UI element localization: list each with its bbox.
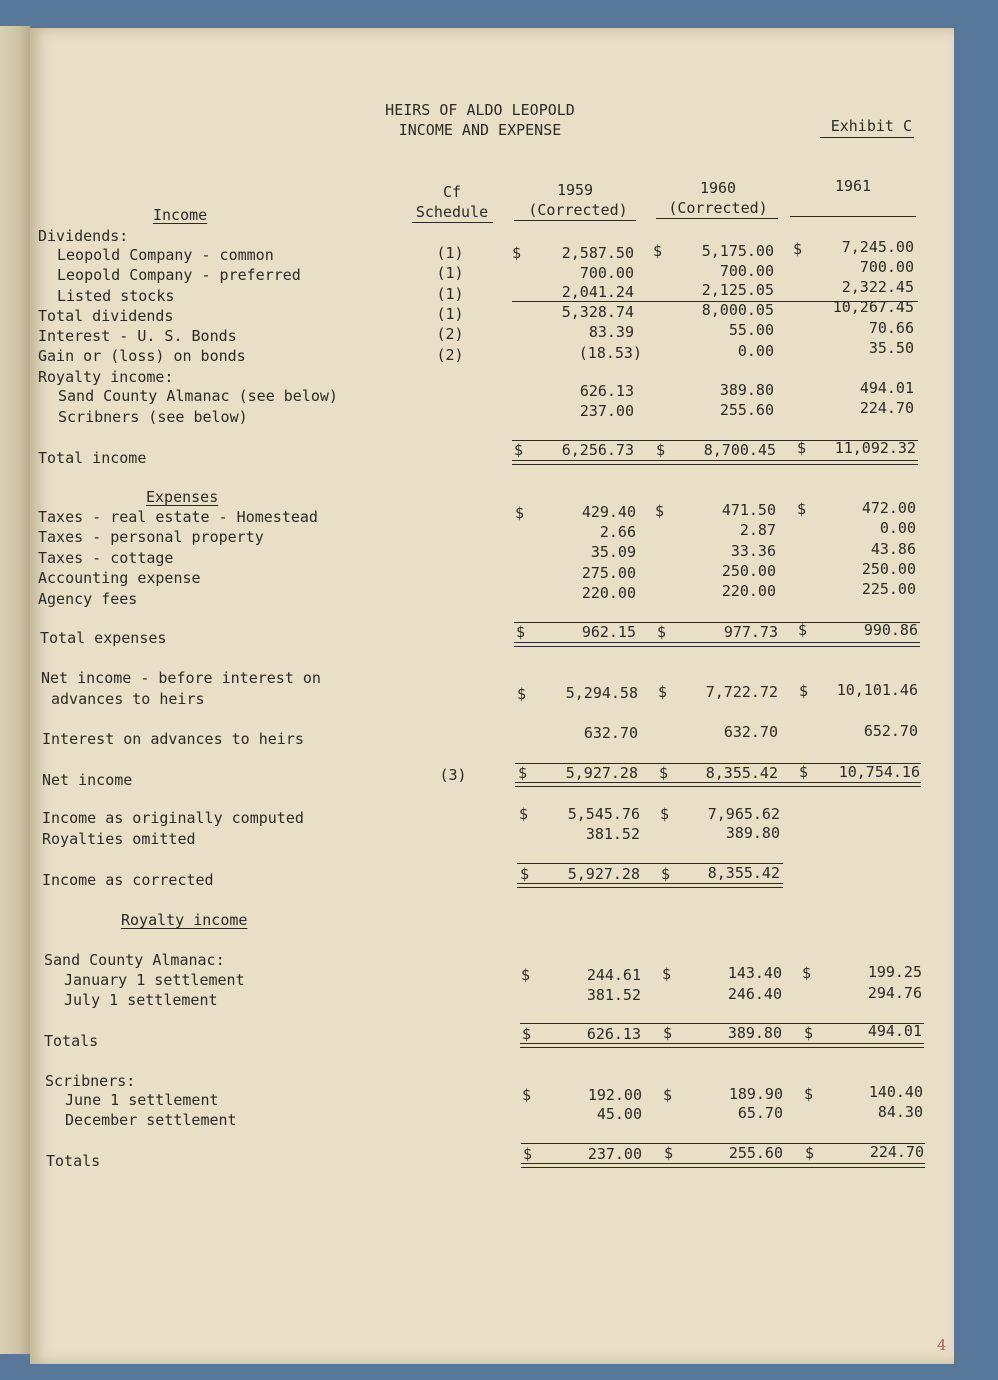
value-1960: 2,125.05 xyxy=(701,281,774,299)
cf-ref: (2) xyxy=(436,346,464,364)
dollar-sign: $ xyxy=(793,240,803,258)
value-1960: 65.70 xyxy=(737,1104,783,1122)
total-1959: 237.00 xyxy=(587,1145,642,1163)
cf-ref: (3) xyxy=(439,766,467,784)
royalty-income-heading: Royalty income xyxy=(121,911,248,929)
dollar-sign: $ xyxy=(659,764,669,782)
value-1959: 2.66 xyxy=(599,523,636,541)
sca-totals-label: Totals xyxy=(44,1032,99,1050)
dollar-sign: $ xyxy=(522,1086,532,1104)
header-underline-1960 xyxy=(656,218,778,219)
dollar-sign: $ xyxy=(657,623,667,641)
header-underline-1961 xyxy=(790,216,916,217)
dollar-sign: $ xyxy=(517,685,527,703)
value-1961: 7,245.00 xyxy=(841,238,914,256)
total-double-rule xyxy=(512,460,918,465)
interest-advances-label: Interest on advances to heirs xyxy=(42,730,304,748)
dollar-sign: $ xyxy=(658,683,668,701)
income-corrected-label: Income as corrected xyxy=(42,871,214,889)
dollar-sign: $ xyxy=(664,1144,674,1162)
total-1959: 962.15 xyxy=(581,623,636,641)
row-label: Leopold Company - preferred xyxy=(57,266,301,284)
total-1959: 626.13 xyxy=(586,1025,641,1043)
dollar-sign: $ xyxy=(518,764,528,782)
row-label: Listed stocks xyxy=(57,287,175,305)
expenses-heading: Expenses xyxy=(146,488,219,506)
dollar-sign: $ xyxy=(663,1024,673,1042)
subtotal-rule xyxy=(512,301,918,302)
total-expenses-label: Total expenses xyxy=(40,629,167,647)
dollar-sign: $ xyxy=(515,504,525,522)
dollar-sign: $ xyxy=(799,682,809,700)
dollar-sign: $ xyxy=(520,865,530,883)
royalties-omitted-label: Royalties omitted xyxy=(42,830,196,848)
value-1961: 250.00 xyxy=(861,560,916,578)
net-income-label: Net income xyxy=(42,771,133,789)
value-1960: 7,722.72 xyxy=(705,683,778,701)
dollar-sign: $ xyxy=(653,242,663,260)
total-1960: 8,355.42 xyxy=(707,864,780,882)
value-1959: 83.39 xyxy=(588,323,634,341)
row-label: Scribners (see below) xyxy=(58,408,248,426)
row-label: Total dividends xyxy=(38,307,174,325)
value-1960: 632.70 xyxy=(723,723,778,741)
dollar-sign: $ xyxy=(522,1025,532,1043)
value-1959: 275.00 xyxy=(581,564,636,582)
row-label: Sand County Almanac (see below) xyxy=(58,387,338,405)
row-label: Accounting expense xyxy=(38,569,201,587)
royalty-income-label: Royalty income: xyxy=(38,368,174,386)
value-1961: 43.86 xyxy=(870,540,916,558)
value-1961: 700.00 xyxy=(859,258,914,276)
value-1960: 143.40 xyxy=(727,964,782,982)
exhibit-underline xyxy=(820,137,914,138)
value-1961: 35.50 xyxy=(868,339,914,357)
value-1961: 0.00 xyxy=(879,519,916,537)
value-1961: 70.66 xyxy=(868,319,914,337)
dollar-sign: $ xyxy=(519,805,529,823)
dividends-label: Dividends: xyxy=(38,227,129,245)
dollar-sign: $ xyxy=(797,500,807,518)
income-heading: Income xyxy=(153,206,208,224)
cf-ref: (2) xyxy=(436,325,464,343)
dollar-sign: $ xyxy=(655,502,665,520)
cf-ref: (1) xyxy=(436,285,464,303)
value-1959: 632.70 xyxy=(583,724,638,742)
cf-ref: (1) xyxy=(436,264,464,282)
value-1961: 84.30 xyxy=(877,1103,923,1121)
total-1961: 10,754.16 xyxy=(838,763,920,781)
sca-label: Sand County Almanac: xyxy=(44,951,225,969)
dollar-sign: $ xyxy=(804,1085,814,1103)
year-1961-header: 1961 xyxy=(834,177,872,195)
header-underline-1959 xyxy=(514,220,636,221)
scribners-totals-label: Totals xyxy=(46,1152,101,1170)
value-1959: 45.00 xyxy=(596,1105,642,1123)
doc-title-line2: INCOME AND EXPENSE xyxy=(398,121,562,139)
value-1961: 225.00 xyxy=(861,580,916,598)
year-1960-header: 1960 xyxy=(699,179,737,197)
cf-ref: (1) xyxy=(436,244,464,262)
value-1961: 652.70 xyxy=(863,722,918,740)
total-double-rule xyxy=(515,782,921,787)
value-1960: 389.80 xyxy=(719,381,774,399)
value-1959: 5,328.74 xyxy=(561,303,634,321)
total-double-rule xyxy=(520,1043,924,1048)
value-1961: 494.01 xyxy=(859,379,914,397)
value-1959: 244.61 xyxy=(586,966,641,984)
value-1960: 700.00 xyxy=(719,262,774,280)
dollar-sign: $ xyxy=(663,1086,673,1104)
total-double-rule xyxy=(517,883,783,888)
value-1961: 10,267.45 xyxy=(832,298,914,316)
value-1961: 224.70 xyxy=(859,399,914,417)
dollar-sign: $ xyxy=(656,441,666,459)
value-1961: 199.25 xyxy=(867,963,922,981)
dollar-sign: $ xyxy=(798,621,808,639)
value-1960: 471.50 xyxy=(721,501,776,519)
total-1961: 11,092.32 xyxy=(834,439,916,457)
value-1960: 255.60 xyxy=(719,401,774,419)
dollar-sign: $ xyxy=(660,805,670,823)
year-1959-header: 1959 xyxy=(556,181,594,199)
row-label: December settlement xyxy=(65,1111,237,1129)
row-label: Taxes - real estate - Homestead xyxy=(38,508,318,526)
value-1959: 237.00 xyxy=(579,402,634,420)
dollar-sign: $ xyxy=(805,1144,815,1162)
total-1959: 6,256.73 xyxy=(561,441,634,459)
row-label: January 1 settlement xyxy=(64,971,245,989)
total-income-label: Total income xyxy=(38,449,147,467)
value-1960: 55.00 xyxy=(728,321,774,339)
row-label: June 1 settlement xyxy=(65,1091,219,1109)
value-1960: 5,175.00 xyxy=(701,242,774,260)
total-double-rule xyxy=(514,642,920,647)
value-1961: 472.00 xyxy=(861,499,916,517)
net-before-label-2: advances to heirs xyxy=(51,690,205,708)
net-before-label-1: Net income - before interest on xyxy=(41,669,321,687)
value-1961: 140.40 xyxy=(868,1083,923,1101)
row-label: July 1 settlement xyxy=(64,991,218,1009)
value-1961: 294.76 xyxy=(867,984,922,1002)
cf-header: Cf xyxy=(442,183,462,201)
value-1959: 381.52 xyxy=(585,825,640,843)
value-1959: 429.40 xyxy=(581,503,636,521)
total-double-rule xyxy=(521,1163,925,1168)
value-1959: 5,294.58 xyxy=(565,684,638,702)
value-1959: 5,545.76 xyxy=(567,805,640,823)
dollar-sign: $ xyxy=(516,623,526,641)
value-1959: 220.00 xyxy=(581,584,636,602)
total-1961: 494.01 xyxy=(867,1022,922,1040)
value-1959: 192.00 xyxy=(587,1086,642,1104)
value-1960: 7,965.62 xyxy=(707,805,780,823)
value-1959: (18.53) xyxy=(578,344,642,362)
dollar-sign: $ xyxy=(797,439,807,457)
dollar-sign: $ xyxy=(799,763,809,781)
value-1960: 8,000.05 xyxy=(701,301,774,319)
dollar-sign: $ xyxy=(521,966,531,984)
row-label: Interest - U. S. Bonds xyxy=(38,327,237,345)
row-label: Taxes - personal property xyxy=(38,528,264,546)
value-1959: 2,041.24 xyxy=(561,283,634,301)
corrected-1960: (Corrected) xyxy=(668,199,768,217)
exhibit-label: Exhibit C xyxy=(830,117,912,135)
scribners-label: Scribners: xyxy=(45,1072,136,1090)
value-1959: 381.52 xyxy=(586,986,641,1004)
row-label: Agency fees xyxy=(38,590,138,608)
dollar-sign: $ xyxy=(804,1024,814,1042)
value-1961: 10,101.46 xyxy=(836,681,918,699)
cf-ref: (1) xyxy=(436,305,464,323)
value-1961: 2,322.45 xyxy=(841,278,914,296)
doc-title-line1: HEIRS OF ALDO LEOPOLD xyxy=(385,101,575,119)
facing-page-edge xyxy=(0,26,30,1354)
total-1960: 389.80 xyxy=(727,1024,782,1042)
total-1960: 977.73 xyxy=(723,623,778,641)
value-1960: 0.00 xyxy=(737,342,774,360)
orig-income-label: Income as originally computed xyxy=(42,809,304,827)
value-1960: 246.40 xyxy=(727,985,782,1003)
value-1960: 189.90 xyxy=(728,1085,783,1103)
page-number: 4 xyxy=(937,1336,947,1354)
total-1960: 8,700.45 xyxy=(703,441,776,459)
row-label: Leopold Company - common xyxy=(57,246,274,264)
total-1961: 990.86 xyxy=(863,621,918,639)
schedule-underline xyxy=(412,222,493,223)
value-1959: 626.13 xyxy=(579,382,634,400)
total-1960: 255.60 xyxy=(728,1144,783,1162)
total-1960: 8,355.42 xyxy=(705,764,778,782)
value-1960: 220.00 xyxy=(721,582,776,600)
total-1961: 224.70 xyxy=(869,1143,924,1161)
value-1959: 700.00 xyxy=(579,264,634,282)
value-1959: 35.09 xyxy=(590,543,636,561)
value-1960: 250.00 xyxy=(721,562,776,580)
row-label: Taxes - cottage xyxy=(38,549,174,567)
dollar-sign: $ xyxy=(512,244,522,262)
value-1960: 389.80 xyxy=(725,824,780,842)
total-1959: 5,927.28 xyxy=(565,764,638,782)
dollar-sign: $ xyxy=(802,964,812,982)
value-1960: 33.36 xyxy=(730,542,776,560)
schedule-header: Schedule xyxy=(415,203,489,221)
value-1959: 2,587.50 xyxy=(561,244,634,262)
dollar-sign: $ xyxy=(662,965,672,983)
dollar-sign: $ xyxy=(661,865,671,883)
dollar-sign: $ xyxy=(523,1145,533,1163)
value-1960: 2.87 xyxy=(739,521,776,539)
total-1959: 5,927.28 xyxy=(567,865,640,883)
row-label: Gain or (loss) on bonds xyxy=(38,347,246,365)
dollar-sign: $ xyxy=(514,441,524,459)
corrected-1959: (Corrected) xyxy=(528,201,628,219)
